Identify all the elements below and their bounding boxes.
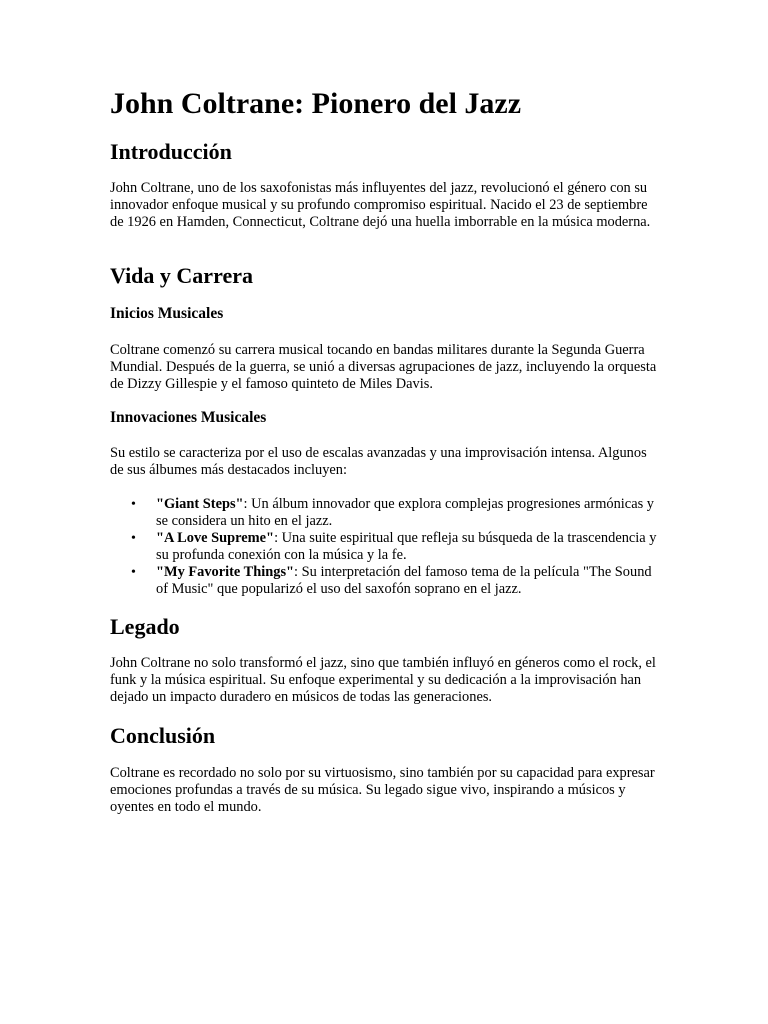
paragraph-beginnings: Coltrane comenzó su carrera musical tocando en bandas militares durante la Segunda Guerra Mundial. Después de la guerra, se unió a diversas agrupaciones de jazz, incluyendo la orquesta de Dizzy Gillespie y el famoso quinteto de Miles Davis. [110, 342, 657, 392]
paragraph-legacy: John Coltrane no solo transformó el jazz, sino que también influyó en géneros como el rock, el funk y la música espiritual. Su enfoque experimental y su dedicación a la improvisación han dejado un impacto duradero en músicos de todas las generaciones. [110, 655, 656, 705]
list-item [110, 530, 662, 564]
subheading-innovations: Innovaciones Musicales [110, 409, 267, 426]
heading-career: Vida y Carrera [110, 263, 253, 288]
bullet-icon: • [131, 497, 136, 512]
heading-intro: Introducción [110, 139, 232, 164]
bullet-icon: • [131, 531, 136, 546]
album-description: : Un álbum innovador que explora complejas progresiones armónicas y se considera un hito en el jazz. [156, 496, 654, 529]
paragraph-conclusion: Coltrane es recordado no solo por su virtuosismo, sino también por su capacidad para expresar emociones profundas a través de su música. Su legado sigue vivo, inspirando a músicos y oyentes en todo el mundo. [110, 765, 655, 815]
paragraph-intro: John Coltrane, uno de los saxofonistas más influyentes del jazz, revolucionó el género con su innovador enfoque musical y su profundo compromiso espiritual. Nacido el 23 de septiembre de 1926 en Hamden, Connecticut, Coltrane dejó una huella imborrable en la música moderna. [110, 180, 651, 230]
list-item [110, 564, 662, 598]
album-description: : Su interpretación del famoso tema de la película "The Sound of Music" que popularizó el uso del saxofón soprano en el jazz. [156, 564, 652, 597]
heading-conclusion: Conclusión [110, 723, 216, 748]
album-name: "A Love Supreme" [156, 530, 275, 546]
album-list [110, 496, 662, 598]
bullet-icon: • [131, 565, 136, 580]
paragraph-innovations: Su estilo se caracteriza por el uso de escalas avanzadas y una improvisación intensa. Algunos de sus álbumes más destacados incluyen: [110, 445, 647, 478]
album-name: "Giant Steps" [156, 496, 244, 512]
album-name: "My Favorite Things" [156, 564, 295, 580]
subheading-beginnings: Inicios Musicales [110, 305, 224, 322]
album-description: : Una suite espiritual que refleja su búsqueda de la trascendencia y su profunda conexión con la música y la fe. [156, 530, 657, 563]
document-title: John Coltrane: Pionero del Jazz [110, 87, 522, 120]
heading-legacy: Legado [110, 614, 180, 639]
list-item [110, 496, 662, 530]
